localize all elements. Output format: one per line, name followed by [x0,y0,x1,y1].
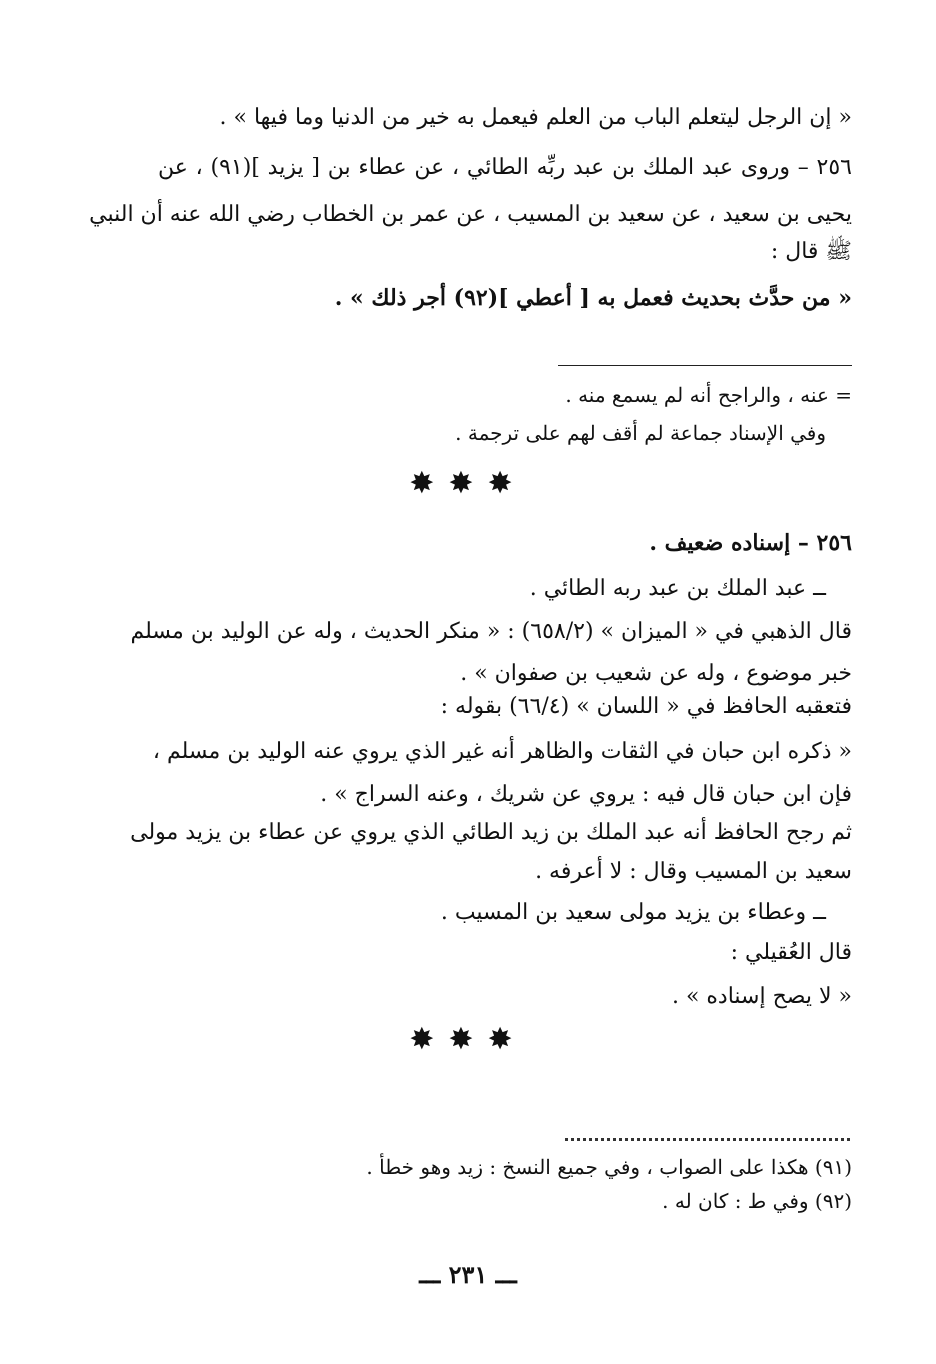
commentary-line-7: فإن ابن حبان قال فيه : يروي عن شريك ، وعنه السراج » . [320,782,852,807]
hadith-256-heading-line: ٢٥٦ – وروى عبد الملك بن عبد ربِّه الطائي ، عن عطاء بن [ يزيد ](٩١) ، عن [158,155,852,180]
commentary-line-3: قال الذهبي في « الميزان » (٦٥٨/٢) : « منكر الحديث ، وله عن الوليد بن مسلم [130,619,852,644]
commentary-line-6: « ذكره ابن حبان في الثقات والظاهر أنه غير الذي يروي عنه الوليد بن مسلم ، [152,739,852,764]
section-separator-stars: ✸✸✸ [409,466,527,501]
commentary-line-12: « لا يصح إسناده » . [671,984,852,1009]
commentary-line-5: فتعقبه الحافظ في « اللسان » (٦٦/٤) بقوله : [440,694,852,719]
commentary-line-2: ــ عبد الملك بن عبد ربه الطائي . [529,576,826,601]
footnote-separator-rule [558,365,852,366]
continued-note-line-2: وفي الإسناد جماعة لم أقف لهم على ترجمة . [455,421,826,445]
commentary-line-11: قال العُقيلي : [730,940,852,965]
hadith-text-line-1: « إن الرجل ليتعلم الباب من العلم فيعمل به خير من الدنيا وما فيها » . [219,105,852,130]
footnotes-dotted-rule [565,1138,850,1141]
commentary-heading: ٢٥٦ – إسناده ضعيف . [649,530,852,556]
footnote-92: (٩٢) وفي ط : كان له . [662,1189,852,1213]
commentary-line-8: ثم رجح الحافظ أنه عبد الملك بن زيد الطائي الذي يروي عن عطاء بن يزيد مولى [130,820,852,845]
hadith-text-line-4: ﷺ قال : [770,239,852,264]
commentary-line-10: ــ وعطاء بن يزيد مولى سعيد بن المسيب . [440,900,826,925]
commentary-line-9: سعيد بن المسيب وقال : لا أعرفه . [535,859,852,884]
continued-note-line-1: = عنه ، والراجح أنه لم يسمع منه . [565,383,852,407]
footnote-91: (٩١) هكذا على الصواب ، وفي جميع النسخ : زيد وهو خطأ . [366,1155,852,1179]
hadith-text-line-3: يحيى بن سعيد ، عن سعيد بن المسيب ، عن عمر بن الخطاب رضي الله عنه أن النبي [89,202,852,227]
section-separator-stars-2: ✸✸✸ [409,1022,527,1057]
hadith-quote-line: « من حدَّث بحديث فعمل به [ أعطي ](٩٢) أجر ذلك » . [334,285,852,311]
page-number: ـــ ٢٣١ ـــ [419,1260,517,1289]
commentary-line-4: خبر موضوع ، وله عن شعيب بن صفوان » . [460,661,852,686]
